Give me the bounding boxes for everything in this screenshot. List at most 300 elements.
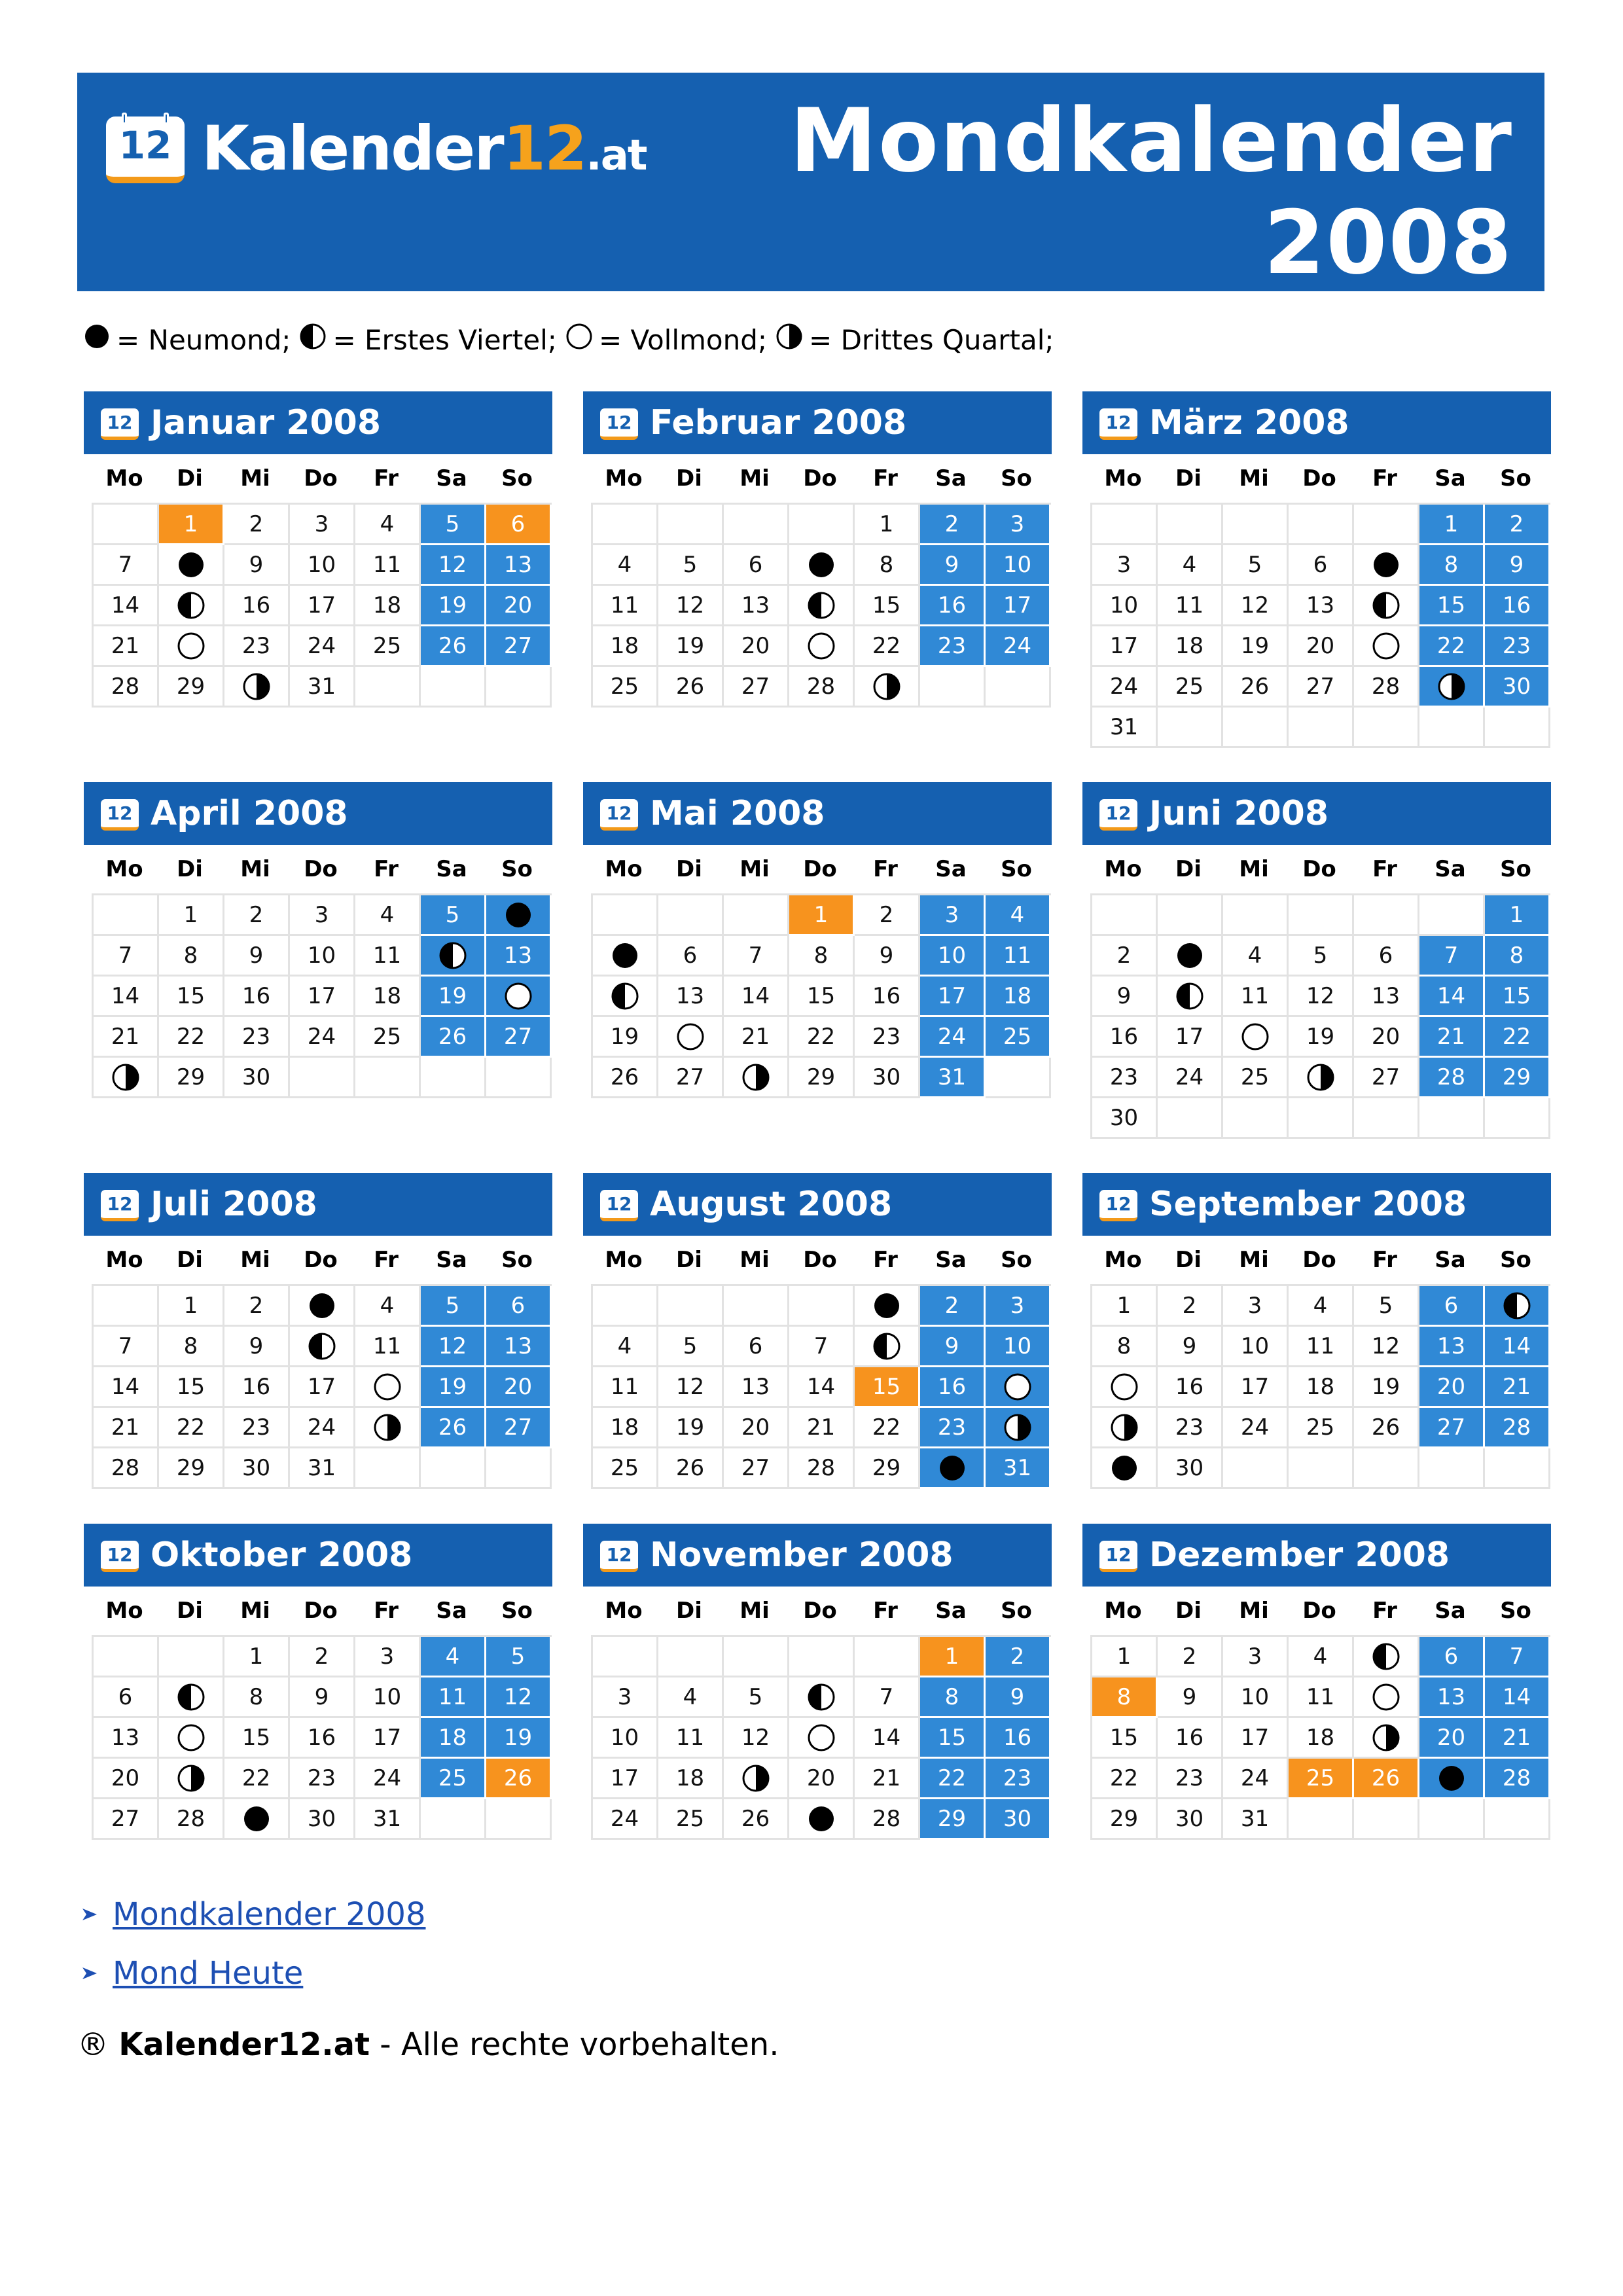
- day-cell[interactable]: 16: [224, 586, 290, 626]
- day-cell[interactable]: [1354, 586, 1419, 626]
- day-cell[interactable]: 13: [1419, 1327, 1485, 1367]
- day-cell[interactable]: 13: [1354, 977, 1419, 1017]
- day-cell[interactable]: 1: [855, 505, 920, 545]
- day-cell[interactable]: 23: [1485, 626, 1550, 667]
- day-cell[interactable]: 3: [986, 1286, 1051, 1327]
- day-cell[interactable]: [159, 626, 224, 667]
- day-cell[interactable]: 20: [1419, 1718, 1485, 1759]
- day-cell[interactable]: 1: [224, 1637, 290, 1677]
- day-cell[interactable]: [1485, 1286, 1550, 1327]
- day-cell[interactable]: 4: [986, 895, 1051, 936]
- day-cell[interactable]: [1419, 667, 1485, 708]
- day-cell[interactable]: 31: [355, 1799, 421, 1840]
- day-cell[interactable]: 11: [986, 936, 1051, 977]
- day-cell[interactable]: 20: [486, 586, 552, 626]
- day-cell[interactable]: 17: [593, 1759, 658, 1799]
- day-cell[interactable]: 23: [1158, 1759, 1223, 1799]
- day-cell[interactable]: 16: [1092, 1017, 1158, 1058]
- day-cell[interactable]: 9: [224, 1327, 290, 1367]
- day-cell[interactable]: 2: [224, 895, 290, 936]
- day-cell[interactable]: 23: [920, 1408, 986, 1448]
- day-cell[interactable]: 27: [1419, 1408, 1485, 1448]
- day-cell[interactable]: 30: [986, 1799, 1051, 1840]
- day-cell[interactable]: 2: [920, 1286, 986, 1327]
- day-cell[interactable]: 13: [486, 936, 552, 977]
- day-cell[interactable]: 8: [920, 1677, 986, 1718]
- day-cell[interactable]: 6: [94, 1677, 159, 1718]
- day-cell[interactable]: 1: [789, 895, 855, 936]
- day-cell[interactable]: 21: [94, 1017, 159, 1058]
- day-cell[interactable]: [789, 1799, 855, 1840]
- day-cell[interactable]: [421, 936, 486, 977]
- day-cell[interactable]: 19: [421, 1367, 486, 1408]
- day-cell[interactable]: 21: [855, 1759, 920, 1799]
- day-cell[interactable]: 30: [224, 1058, 290, 1098]
- day-cell[interactable]: 11: [1289, 1677, 1354, 1718]
- day-cell[interactable]: 24: [593, 1799, 658, 1840]
- day-cell[interactable]: 28: [1485, 1408, 1550, 1448]
- day-cell[interactable]: 10: [920, 936, 986, 977]
- site-logo[interactable]: [106, 109, 646, 188]
- day-cell[interactable]: [789, 1677, 855, 1718]
- day-cell[interactable]: 28: [789, 1448, 855, 1489]
- day-cell[interactable]: 21: [94, 1408, 159, 1448]
- day-cell[interactable]: 8: [789, 936, 855, 977]
- day-cell[interactable]: 20: [486, 1367, 552, 1408]
- day-cell[interactable]: 5: [421, 895, 486, 936]
- day-cell[interactable]: 4: [1223, 936, 1289, 977]
- day-cell[interactable]: 5: [486, 1637, 552, 1677]
- day-cell[interactable]: 4: [355, 505, 421, 545]
- day-cell[interactable]: [1092, 1448, 1158, 1489]
- day-cell[interactable]: 14: [1419, 977, 1485, 1017]
- day-cell[interactable]: 18: [1289, 1367, 1354, 1408]
- day-cell[interactable]: 10: [1223, 1677, 1289, 1718]
- day-cell[interactable]: 22: [1485, 1017, 1550, 1058]
- day-cell[interactable]: [355, 1367, 421, 1408]
- day-cell[interactable]: [1354, 1637, 1419, 1677]
- day-cell[interactable]: 14: [94, 977, 159, 1017]
- day-cell[interactable]: 15: [855, 586, 920, 626]
- day-cell[interactable]: 30: [1158, 1799, 1223, 1840]
- day-cell[interactable]: 22: [159, 1017, 224, 1058]
- day-cell[interactable]: 20: [1354, 1017, 1419, 1058]
- day-cell[interactable]: 7: [94, 1327, 159, 1367]
- day-cell[interactable]: 21: [1485, 1367, 1550, 1408]
- day-cell[interactable]: 2: [920, 505, 986, 545]
- day-cell[interactable]: [1354, 1718, 1419, 1759]
- day-cell[interactable]: 7: [94, 936, 159, 977]
- day-cell[interactable]: 8: [159, 1327, 224, 1367]
- day-cell[interactable]: [789, 626, 855, 667]
- day-cell[interactable]: 23: [224, 1408, 290, 1448]
- day-cell[interactable]: [1419, 1759, 1485, 1799]
- day-cell[interactable]: 7: [1419, 936, 1485, 977]
- day-cell[interactable]: 15: [789, 977, 855, 1017]
- day-cell[interactable]: 24: [1158, 1058, 1223, 1098]
- day-cell[interactable]: 20: [724, 626, 789, 667]
- day-cell[interactable]: 19: [1354, 1367, 1419, 1408]
- day-cell[interactable]: 26: [724, 1799, 789, 1840]
- day-cell[interactable]: 30: [1092, 1098, 1158, 1139]
- day-cell[interactable]: 11: [355, 545, 421, 586]
- day-cell[interactable]: 4: [421, 1637, 486, 1677]
- day-cell[interactable]: 26: [658, 667, 724, 708]
- day-cell[interactable]: 31: [290, 1448, 355, 1489]
- day-cell[interactable]: 15: [1485, 977, 1550, 1017]
- day-cell[interactable]: 27: [658, 1058, 724, 1098]
- day-cell[interactable]: 20: [1289, 626, 1354, 667]
- day-cell[interactable]: 25: [1289, 1759, 1354, 1799]
- day-cell[interactable]: 2: [224, 1286, 290, 1327]
- day-cell[interactable]: 26: [1354, 1408, 1419, 1448]
- day-cell[interactable]: 2: [224, 505, 290, 545]
- day-cell[interactable]: [986, 1408, 1051, 1448]
- day-cell[interactable]: 18: [593, 626, 658, 667]
- day-cell[interactable]: 12: [1223, 586, 1289, 626]
- day-cell[interactable]: 21: [789, 1408, 855, 1448]
- day-cell[interactable]: 21: [1485, 1718, 1550, 1759]
- day-cell[interactable]: 22: [855, 626, 920, 667]
- day-cell[interactable]: 26: [421, 1017, 486, 1058]
- day-cell[interactable]: 17: [1092, 626, 1158, 667]
- day-cell[interactable]: [486, 895, 552, 936]
- day-cell[interactable]: 3: [593, 1677, 658, 1718]
- day-cell[interactable]: 2: [290, 1637, 355, 1677]
- day-cell[interactable]: [593, 977, 658, 1017]
- day-cell[interactable]: [159, 1759, 224, 1799]
- day-cell[interactable]: 5: [1354, 1286, 1419, 1327]
- day-cell[interactable]: 11: [1158, 586, 1223, 626]
- day-cell[interactable]: 3: [1092, 545, 1158, 586]
- day-cell[interactable]: 24: [290, 626, 355, 667]
- day-cell[interactable]: 3: [920, 895, 986, 936]
- day-cell[interactable]: 1: [159, 895, 224, 936]
- day-cell[interactable]: 2: [1092, 936, 1158, 977]
- day-cell[interactable]: 16: [1485, 586, 1550, 626]
- day-cell[interactable]: 24: [920, 1017, 986, 1058]
- day-cell[interactable]: 30: [1485, 667, 1550, 708]
- day-cell[interactable]: 14: [855, 1718, 920, 1759]
- day-cell[interactable]: 1: [920, 1637, 986, 1677]
- day-cell[interactable]: 11: [355, 1327, 421, 1367]
- day-cell[interactable]: [789, 586, 855, 626]
- day-cell[interactable]: 12: [1354, 1327, 1419, 1367]
- day-cell[interactable]: 5: [724, 1677, 789, 1718]
- day-cell[interactable]: [789, 1718, 855, 1759]
- day-cell[interactable]: 19: [486, 1718, 552, 1759]
- day-cell[interactable]: 24: [986, 626, 1051, 667]
- day-cell[interactable]: 29: [1485, 1058, 1550, 1098]
- day-cell[interactable]: [789, 545, 855, 586]
- day-cell[interactable]: [1289, 1058, 1354, 1098]
- day-cell[interactable]: 31: [920, 1058, 986, 1098]
- day-cell[interactable]: 22: [159, 1408, 224, 1448]
- day-cell[interactable]: 31: [1223, 1799, 1289, 1840]
- day-cell[interactable]: [1092, 1408, 1158, 1448]
- day-cell[interactable]: 26: [1223, 667, 1289, 708]
- day-cell[interactable]: 7: [1485, 1637, 1550, 1677]
- day-cell[interactable]: 6: [1419, 1286, 1485, 1327]
- day-cell[interactable]: 19: [1223, 626, 1289, 667]
- day-cell[interactable]: 1: [159, 1286, 224, 1327]
- day-cell[interactable]: 4: [593, 545, 658, 586]
- day-cell[interactable]: [355, 1408, 421, 1448]
- day-cell[interactable]: 5: [658, 545, 724, 586]
- day-cell[interactable]: 17: [986, 586, 1051, 626]
- day-cell[interactable]: 8: [855, 545, 920, 586]
- day-cell[interactable]: 28: [94, 667, 159, 708]
- day-cell[interactable]: [1158, 936, 1223, 977]
- day-cell[interactable]: 16: [1158, 1718, 1223, 1759]
- day-cell[interactable]: 12: [421, 545, 486, 586]
- day-cell[interactable]: 2: [855, 895, 920, 936]
- day-cell[interactable]: 9: [1158, 1327, 1223, 1367]
- day-cell[interactable]: 18: [355, 586, 421, 626]
- day-cell[interactable]: [290, 1327, 355, 1367]
- day-cell[interactable]: [658, 1017, 724, 1058]
- day-cell[interactable]: 30: [855, 1058, 920, 1098]
- day-cell[interactable]: 19: [658, 626, 724, 667]
- day-cell[interactable]: 22: [855, 1408, 920, 1448]
- day-cell[interactable]: 26: [421, 1408, 486, 1448]
- day-cell[interactable]: 6: [1419, 1637, 1485, 1677]
- day-cell[interactable]: 15: [159, 977, 224, 1017]
- day-cell[interactable]: 21: [1419, 1017, 1485, 1058]
- day-cell[interactable]: 4: [593, 1327, 658, 1367]
- day-cell[interactable]: [724, 1058, 789, 1098]
- day-cell[interactable]: 18: [421, 1718, 486, 1759]
- day-cell[interactable]: 13: [1419, 1677, 1485, 1718]
- day-cell[interactable]: [855, 1286, 920, 1327]
- day-cell[interactable]: [593, 936, 658, 977]
- day-cell[interactable]: 9: [855, 936, 920, 977]
- day-cell[interactable]: 12: [658, 1367, 724, 1408]
- day-cell[interactable]: [224, 667, 290, 708]
- day-cell[interactable]: 26: [1354, 1759, 1419, 1799]
- day-cell[interactable]: [94, 1058, 159, 1098]
- day-cell[interactable]: 1: [159, 505, 224, 545]
- day-cell[interactable]: 7: [789, 1327, 855, 1367]
- day-cell[interactable]: 24: [290, 1408, 355, 1448]
- day-cell[interactable]: 11: [1289, 1327, 1354, 1367]
- day-cell[interactable]: [159, 586, 224, 626]
- day-cell[interactable]: 14: [724, 977, 789, 1017]
- day-cell[interactable]: 21: [94, 626, 159, 667]
- day-cell[interactable]: 14: [789, 1367, 855, 1408]
- mondkalender-link[interactable]: Mondkalender 2008: [113, 1896, 426, 1933]
- day-cell[interactable]: 22: [1419, 626, 1485, 667]
- day-cell[interactable]: 14: [1485, 1677, 1550, 1718]
- day-cell[interactable]: 20: [724, 1408, 789, 1448]
- day-cell[interactable]: [1223, 1017, 1289, 1058]
- day-cell[interactable]: 9: [1485, 545, 1550, 586]
- day-cell[interactable]: 10: [290, 545, 355, 586]
- day-cell[interactable]: 15: [855, 1367, 920, 1408]
- day-cell[interactable]: 27: [486, 1017, 552, 1058]
- day-cell[interactable]: 13: [724, 586, 789, 626]
- day-cell[interactable]: 17: [290, 586, 355, 626]
- day-cell[interactable]: 2: [1158, 1637, 1223, 1677]
- day-cell[interactable]: 11: [421, 1677, 486, 1718]
- day-cell[interactable]: [159, 1677, 224, 1718]
- day-cell[interactable]: 16: [920, 586, 986, 626]
- day-cell[interactable]: 10: [355, 1677, 421, 1718]
- day-cell[interactable]: [1354, 626, 1419, 667]
- day-cell[interactable]: 11: [593, 1367, 658, 1408]
- day-cell[interactable]: 29: [855, 1448, 920, 1489]
- day-cell[interactable]: 2: [1158, 1286, 1223, 1327]
- day-cell[interactable]: 10: [986, 545, 1051, 586]
- day-cell[interactable]: 29: [159, 667, 224, 708]
- day-cell[interactable]: 19: [421, 977, 486, 1017]
- day-cell[interactable]: 23: [224, 626, 290, 667]
- day-cell[interactable]: 29: [159, 1448, 224, 1489]
- day-cell[interactable]: 28: [1419, 1058, 1485, 1098]
- day-cell[interactable]: 8: [1485, 936, 1550, 977]
- day-cell[interactable]: 9: [920, 1327, 986, 1367]
- day-cell[interactable]: 30: [290, 1799, 355, 1840]
- day-cell[interactable]: 25: [1289, 1408, 1354, 1448]
- day-cell[interactable]: 12: [724, 1718, 789, 1759]
- day-cell[interactable]: 16: [1158, 1367, 1223, 1408]
- day-cell[interactable]: 14: [1485, 1327, 1550, 1367]
- day-cell[interactable]: 28: [789, 667, 855, 708]
- day-cell[interactable]: 5: [1223, 545, 1289, 586]
- day-cell[interactable]: 17: [355, 1718, 421, 1759]
- day-cell[interactable]: 14: [94, 586, 159, 626]
- day-cell[interactable]: 16: [224, 977, 290, 1017]
- day-cell[interactable]: 23: [1092, 1058, 1158, 1098]
- day-cell[interactable]: 11: [593, 586, 658, 626]
- day-cell[interactable]: 10: [986, 1327, 1051, 1367]
- day-cell[interactable]: 18: [986, 977, 1051, 1017]
- day-cell[interactable]: 6: [486, 1286, 552, 1327]
- day-cell[interactable]: 15: [159, 1367, 224, 1408]
- day-cell[interactable]: 19: [1289, 1017, 1354, 1058]
- day-cell[interactable]: 10: [593, 1718, 658, 1759]
- day-cell[interactable]: 23: [290, 1759, 355, 1799]
- day-cell[interactable]: 3: [355, 1637, 421, 1677]
- day-cell[interactable]: 17: [290, 1367, 355, 1408]
- day-cell[interactable]: [1354, 1677, 1419, 1718]
- day-cell[interactable]: 18: [1158, 626, 1223, 667]
- day-cell[interactable]: 1: [1092, 1637, 1158, 1677]
- day-cell[interactable]: 15: [224, 1718, 290, 1759]
- day-cell[interactable]: 22: [1092, 1759, 1158, 1799]
- day-cell[interactable]: 7: [724, 936, 789, 977]
- day-cell[interactable]: 24: [1223, 1759, 1289, 1799]
- day-cell[interactable]: 6: [1289, 545, 1354, 586]
- day-cell[interactable]: 23: [855, 1017, 920, 1058]
- day-cell[interactable]: [1092, 1367, 1158, 1408]
- day-cell[interactable]: 25: [421, 1759, 486, 1799]
- day-cell[interactable]: 29: [1092, 1799, 1158, 1840]
- day-cell[interactable]: 16: [855, 977, 920, 1017]
- day-cell[interactable]: 8: [1419, 545, 1485, 586]
- day-cell[interactable]: 29: [789, 1058, 855, 1098]
- day-cell[interactable]: 17: [290, 977, 355, 1017]
- day-cell[interactable]: 28: [855, 1799, 920, 1840]
- day-cell[interactable]: 28: [1485, 1759, 1550, 1799]
- day-cell[interactable]: 13: [724, 1367, 789, 1408]
- day-cell[interactable]: 4: [1158, 545, 1223, 586]
- day-cell[interactable]: 8: [224, 1677, 290, 1718]
- day-cell[interactable]: 9: [224, 545, 290, 586]
- day-cell[interactable]: 3: [290, 895, 355, 936]
- day-cell[interactable]: 16: [224, 1367, 290, 1408]
- day-cell[interactable]: [159, 545, 224, 586]
- day-cell[interactable]: 30: [1158, 1448, 1223, 1489]
- day-cell[interactable]: 4: [1289, 1286, 1354, 1327]
- day-cell[interactable]: 10: [1223, 1327, 1289, 1367]
- day-cell[interactable]: 8: [1092, 1327, 1158, 1367]
- day-cell[interactable]: 28: [1354, 667, 1419, 708]
- day-cell[interactable]: 23: [224, 1017, 290, 1058]
- day-cell[interactable]: 19: [421, 586, 486, 626]
- day-cell[interactable]: 6: [1354, 936, 1419, 977]
- day-cell[interactable]: 4: [355, 895, 421, 936]
- day-cell[interactable]: 26: [593, 1058, 658, 1098]
- day-cell[interactable]: 20: [789, 1759, 855, 1799]
- day-cell[interactable]: 18: [593, 1408, 658, 1448]
- day-cell[interactable]: 26: [486, 1759, 552, 1799]
- day-cell[interactable]: 12: [1289, 977, 1354, 1017]
- day-cell[interactable]: [724, 1759, 789, 1799]
- day-cell[interactable]: 13: [486, 1327, 552, 1367]
- day-cell[interactable]: 31: [986, 1448, 1051, 1489]
- day-cell[interactable]: 16: [290, 1718, 355, 1759]
- day-cell[interactable]: 13: [94, 1718, 159, 1759]
- day-cell[interactable]: 19: [593, 1017, 658, 1058]
- day-cell[interactable]: 22: [224, 1759, 290, 1799]
- day-cell[interactable]: 16: [986, 1718, 1051, 1759]
- day-cell[interactable]: 26: [658, 1448, 724, 1489]
- day-cell[interactable]: 24: [290, 1017, 355, 1058]
- day-cell[interactable]: 24: [1092, 667, 1158, 708]
- day-cell[interactable]: 19: [658, 1408, 724, 1448]
- day-cell[interactable]: 2: [986, 1637, 1051, 1677]
- day-cell[interactable]: 4: [355, 1286, 421, 1327]
- day-cell[interactable]: 22: [789, 1017, 855, 1058]
- day-cell[interactable]: 5: [1289, 936, 1354, 977]
- day-cell[interactable]: 2: [1485, 505, 1550, 545]
- day-cell[interactable]: 14: [94, 1367, 159, 1408]
- day-cell[interactable]: 6: [724, 545, 789, 586]
- day-cell[interactable]: 18: [355, 977, 421, 1017]
- day-cell[interactable]: 25: [1223, 1058, 1289, 1098]
- day-cell[interactable]: 27: [1354, 1058, 1419, 1098]
- day-cell[interactable]: 1: [1092, 1286, 1158, 1327]
- day-cell[interactable]: 25: [355, 1017, 421, 1058]
- day-cell[interactable]: 25: [658, 1799, 724, 1840]
- day-cell[interactable]: [290, 1286, 355, 1327]
- day-cell[interactable]: 3: [986, 505, 1051, 545]
- day-cell[interactable]: 10: [290, 936, 355, 977]
- day-cell[interactable]: 17: [1223, 1367, 1289, 1408]
- day-cell[interactable]: 5: [658, 1327, 724, 1367]
- day-cell[interactable]: [486, 977, 552, 1017]
- day-cell[interactable]: 20: [94, 1759, 159, 1799]
- day-cell[interactable]: 9: [1158, 1677, 1223, 1718]
- day-cell[interactable]: [855, 667, 920, 708]
- day-cell[interactable]: 6: [724, 1327, 789, 1367]
- day-cell[interactable]: 29: [920, 1799, 986, 1840]
- day-cell[interactable]: 13: [1289, 586, 1354, 626]
- day-cell[interactable]: 25: [593, 1448, 658, 1489]
- day-cell[interactable]: 9: [290, 1677, 355, 1718]
- day-cell[interactable]: 25: [1158, 667, 1223, 708]
